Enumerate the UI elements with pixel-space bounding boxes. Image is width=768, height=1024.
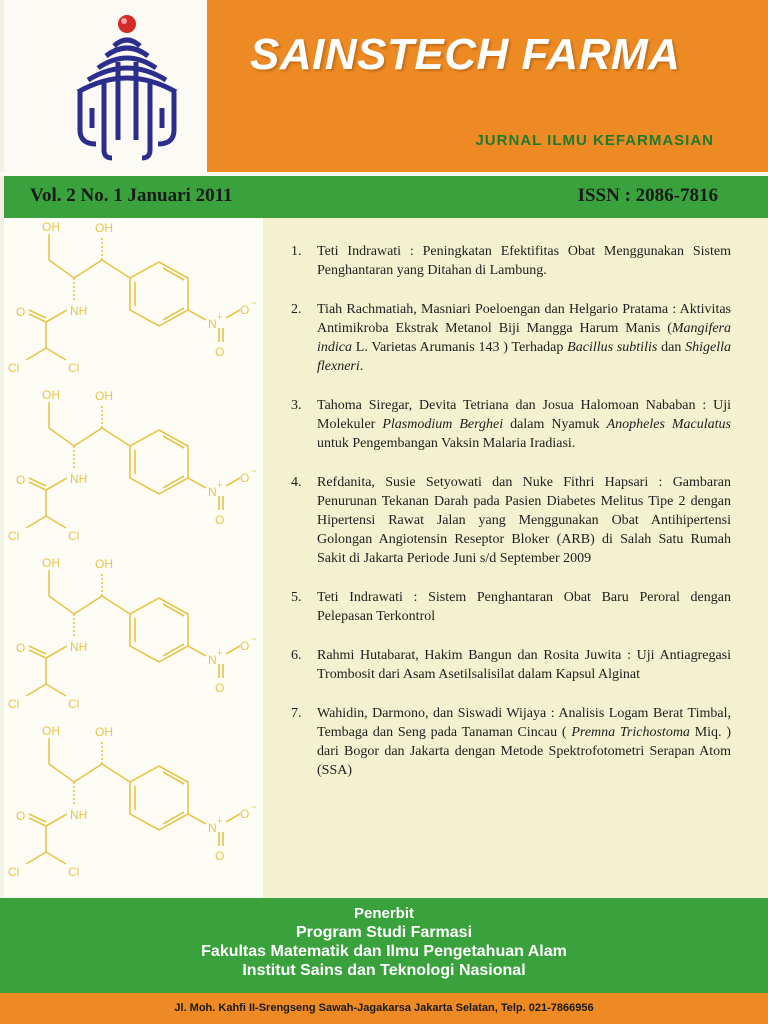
atom-label-o: O	[16, 473, 26, 487]
atom-label-o: O	[240, 471, 250, 485]
atom-label-oh: OH	[95, 221, 113, 235]
molecule-2	[26, 402, 240, 528]
toc-item	[291, 300, 731, 376]
atom-label-o: O	[240, 807, 250, 821]
atom-label-oh: OH	[95, 725, 113, 739]
atom-label-plus: +	[217, 312, 223, 322]
atom-label-o: O	[16, 305, 26, 319]
molecule-4	[26, 738, 240, 864]
toc-number: 3.	[291, 398, 302, 413]
toc-item	[291, 646, 731, 684]
toc-number: 4.	[291, 475, 302, 490]
toc-text: Refdanita, Susie Setyowati dan Nuke Fithri Hapsari : Gambaran Penurunan Tekanan Darah pada Pasien Diabetes Melitus Tipe 2 dengan Hipertensi Rawat Jalan yang Menggunakan Obat Antihipertensi Golongan Angiotensin Reseptor Bloker (ARB) di Salah Satu Rumah Sakit di Jakarta Periode Juni s/d September 2009	[317, 475, 731, 566]
atom-label-o: O	[215, 849, 225, 863]
atom-label-cl: Cl	[68, 361, 80, 375]
atom-label-oh: OH	[42, 556, 60, 570]
toc-text: Teti Indrawati : Peningkatan Efektifitas Obat Menggunakan Sistem Penghantaran yang Ditahan di Lambung.	[317, 244, 731, 278]
issue-bar	[4, 176, 768, 218]
atom-label-plus: +	[217, 816, 223, 826]
atom-label-oh: OH	[42, 388, 60, 402]
table-of-contents	[263, 218, 768, 898]
issn: ISSN : 2086-7816	[577, 185, 718, 206]
atom-label-n: N	[208, 653, 217, 667]
toc-item	[291, 473, 731, 568]
toc-list	[291, 242, 731, 780]
atom-label-o: O	[215, 681, 225, 695]
atom-label-nh: NH	[70, 808, 88, 822]
toc-item	[291, 396, 731, 453]
atom-label-oh: OH	[42, 220, 60, 234]
atom-label-nh: NH	[70, 472, 88, 486]
atom-label-n: N	[208, 821, 217, 835]
chloramphenicol-structures	[4, 218, 263, 898]
atom-label-plus: +	[217, 480, 223, 490]
address-band	[0, 993, 768, 1024]
atom-label-o: O	[240, 639, 250, 653]
atom-label-plus: +	[217, 648, 223, 658]
atom-label-cl: Cl	[68, 697, 80, 711]
atom-label-cl: Cl	[8, 865, 20, 879]
journal-title: SAINSTECH FARMA	[250, 30, 681, 79]
toc-number: 1.	[291, 244, 302, 259]
toc-number: 7.	[291, 706, 302, 721]
molecule-3	[26, 570, 240, 696]
atom-label-cl: Cl	[8, 697, 20, 711]
atom-label-oh: OH	[95, 389, 113, 403]
atom-label-o: O	[16, 809, 26, 823]
journal-subtitle: JURNAL ILMU KEFARMASIAN	[475, 132, 714, 149]
publisher-program: Program Studi Farmasi	[295, 924, 473, 941]
atom-label-o: O	[215, 345, 225, 359]
atom-label-cl: Cl	[8, 529, 20, 543]
atom-label-o: O	[240, 303, 250, 317]
toc-text: Wahidin, Darmono, dan Siswadi Wijaya : Analisis Logam Berat Timbal, Tembaga dan Seng pada Tanaman Cincau ( Premna Trichostoma Miq. ) dari Bogor dan Jakarta dengan Metode Spektrofotometri Serapan Atom (SSA)	[317, 706, 731, 778]
atom-label-minus: −	[251, 802, 257, 812]
atom-label-cl: Cl	[68, 529, 80, 543]
toc-number: 6.	[291, 648, 302, 663]
molecule-1	[26, 234, 240, 360]
atom-label-cl: Cl	[8, 361, 20, 375]
atom-label-minus: −	[251, 298, 257, 308]
toc-text: Rahmi Hutabarat, Hakim Bangun dan Rosita Juwita : Uji Antiagregasi Trombosit dari Asam Asetilsalisilat dalam Kapsul Alginat	[317, 648, 731, 682]
atom-label-oh: OH	[95, 557, 113, 571]
toc-text: Tiah Rachmatiah, Masniari Poeloengan dan Helgario Pratama : Aktivitas Antimikroba Ekstrak Metanol Biji Mangga Harum Manis (Mangifera indica L. Varietas Arumanis 143 ) Terhadap Bacillus subtilis dan Shigella flexneri.	[317, 302, 732, 374]
toc-number: 5.	[291, 590, 302, 605]
atom-label-n: N	[208, 317, 217, 331]
toc-number: 2.	[291, 302, 302, 317]
molecule-column	[4, 218, 263, 898]
logo-area	[4, 0, 207, 172]
atom-label-n: N	[208, 485, 217, 499]
publisher-faculty: Fakultas Matematik dan Ilmu Pengetahuan Alam	[201, 943, 567, 960]
toc-item	[291, 588, 731, 626]
atom-label-minus: −	[251, 466, 257, 476]
atom-label-o: O	[16, 641, 26, 655]
atom-label-nh: NH	[70, 304, 88, 318]
atom-label-cl: Cl	[68, 865, 80, 879]
publisher-band	[0, 898, 768, 993]
institution-logo-icon	[66, 12, 188, 164]
publisher-institute: Institut Sains dan Teknologi Nasional	[242, 962, 526, 979]
atom-label-oh: OH	[42, 724, 60, 738]
toc-item	[291, 242, 731, 280]
issue-info: Vol. 2 No. 1 Januari 2011	[30, 185, 233, 206]
atom-label-nh: NH	[70, 640, 88, 654]
toc-text: Teti Indrawati : Sistem Penghantaran Obat Baru Peroral dengan Pelepasan Terkontrol	[317, 590, 731, 624]
title-band	[207, 0, 768, 172]
publisher-address: Jl. Moh. Kahfi II-Srengseng Sawah-Jagakarsa Jakarta Selatan, Telp. 021-7866956	[174, 1002, 594, 1014]
publisher-heading: Penerbit	[353, 905, 414, 922]
atom-label-minus: −	[251, 634, 257, 644]
toc-text: Tahoma Siregar, Devita Tetriana dan Josua Halomoan Nababan : Uji Molekuler Plasmodium Berghei dalam Nyamuk Anopheles Maculatus untuk Pengembangan Vaksin Malaria Iradiasi.	[317, 398, 732, 451]
toc-item	[291, 704, 731, 780]
atom-label-o: O	[215, 513, 225, 527]
